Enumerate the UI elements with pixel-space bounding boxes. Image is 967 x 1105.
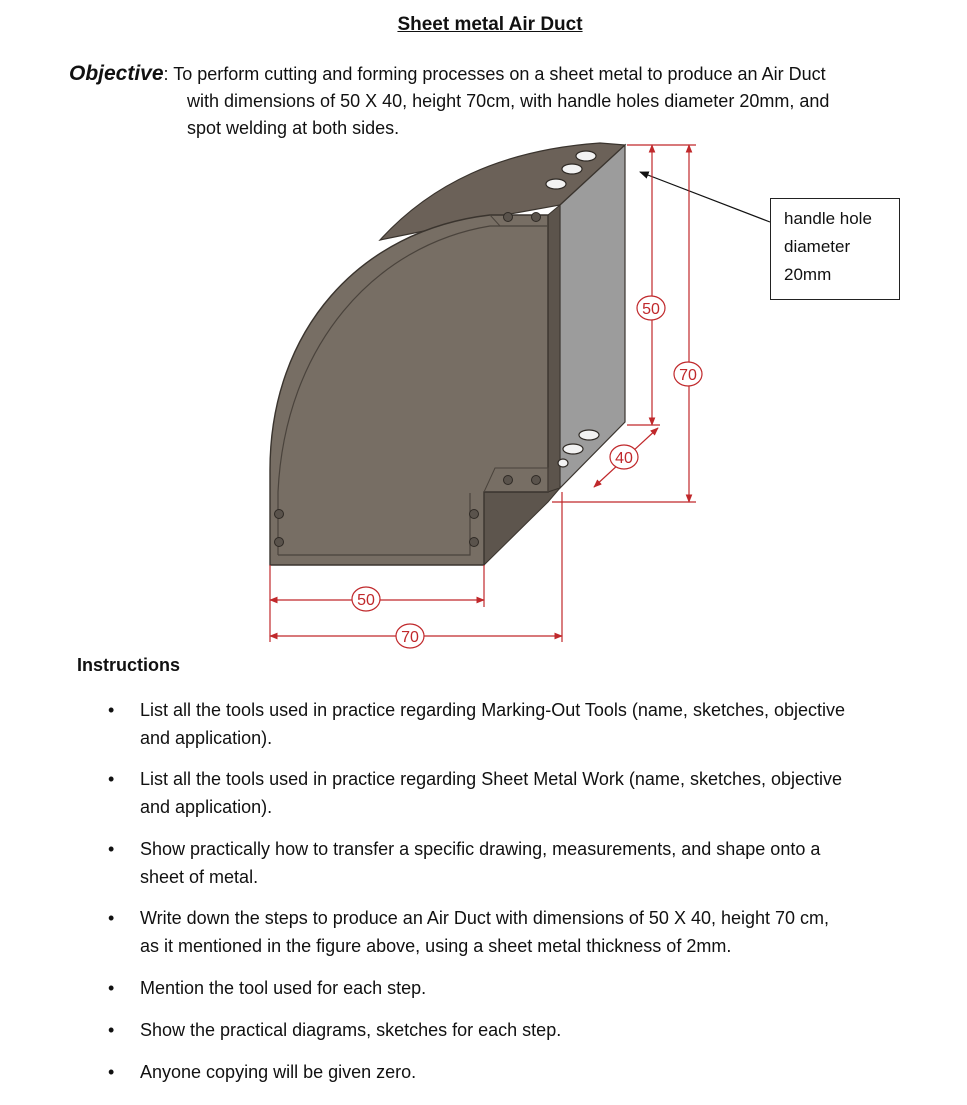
objective-text-line1: To perform cutting and forming processes on a sheet metal to produce an Air Duct [173,64,826,84]
list-item-line1: Write down the steps to produce an Air Duct with dimensions of 50 X 40, height 70 cm, [140,908,830,928]
list-item-line1: Show the practical diagrams, sketches for each step. [140,1020,562,1040]
page-title: Sheet metal Air Duct [397,14,583,35]
list-item: • Show practically how to transfer a specific drawing, measurements, and shape onto a sheet of metal. [108,839,821,887]
duct-lower-side [484,488,560,565]
list-item: • Show the practical diagrams, sketches for each step. [108,1020,562,1040]
list-item-line1: Anyone copying will be given zero. [140,1062,417,1082]
list-item-line1: Mention the tool used for each step. [140,978,427,998]
spot-weld [504,213,513,222]
dim-label-height-outer: 70 [679,367,697,384]
callout-leader [640,172,770,222]
list-item: • Anyone copying will be given zero. [108,1062,417,1082]
list-item-line1: List all the tools used in practice regarding Marking-Out Tools (name, sketches, objective [140,700,846,720]
dim-label-width-inner: 50 [357,592,375,609]
handle-hole [576,151,596,161]
list-item-line2: and application). [140,797,273,817]
objective-label: Objective [69,62,164,85]
handle-hole [546,179,566,189]
duct-side-strip [548,205,560,492]
callout-line1: handle hole [784,209,872,228]
list-item-line2: sheet of metal. [140,867,259,887]
spot-weld [470,538,479,547]
objective-text-line2: with dimensions of 50 X 40, height 70cm, with handle holes diameter 20mm, and [187,91,830,111]
spot-weld [275,538,284,547]
handle-hole-callout [770,198,900,300]
dim-label-width-outer: 70 [401,629,419,646]
list-item: • Mention the tool used for each step. [108,978,427,998]
list-item-line2: and application). [140,728,273,748]
spot-weld [532,213,541,222]
list-item-line1: Show practically how to transfer a specific drawing, measurements, and shape onto a [140,839,821,859]
list-item-line2: as it mentioned in the figure above, using a sheet metal thickness of 2mm. [140,936,732,956]
list-item: • List all the tools used in practice regarding Sheet Metal Work (name, sketches, objective and application). [108,769,843,817]
handle-hole [563,444,583,454]
dim-label-height-inner: 50 [642,301,660,318]
spot-weld [275,510,284,519]
handle-hole [562,164,582,174]
dim-label-depth: 40 [615,450,633,467]
spot-weld [504,476,513,485]
list-item: • Write down the steps to produce an Air Duct with dimensions of 50 X 40, height 70 cm, as it mentioned in the figure above, using a sheet metal thickness of 2mm. [108,908,830,956]
instructions-heading: Instructions [77,655,181,675]
objective-paragraph: Objective: To perform cutting and forming processes on a sheet metal to produce an Air Duct with dimensions of 50 X 40, height 70cm, with handle holes diameter 20mm, and spot welding at both sides. [69,60,903,142]
objective-text-line3: spot welding at both sides. [187,118,400,138]
callout-line3: 20mm [784,265,832,284]
handle-hole [558,459,568,467]
callout-line2: diameter [784,237,851,256]
handle-hole [579,430,599,440]
spot-weld [532,476,541,485]
list-item: • List all the tools used in practice regarding Marking-Out Tools (name, sketches, objective and application). [108,700,846,748]
spot-weld [470,510,479,519]
list-item-line1: List all the tools used in practice regarding Sheet Metal Work (name, sketches, objective [140,769,843,789]
